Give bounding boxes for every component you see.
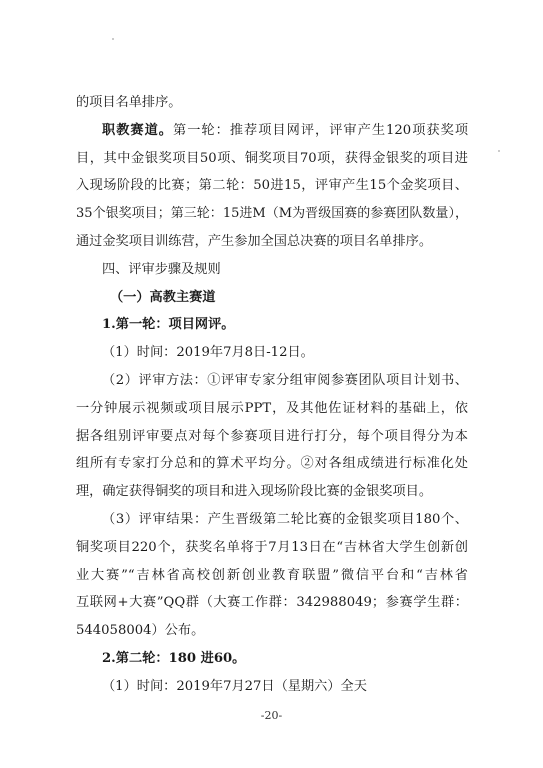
- round-heading: 1.第一轮：项目网评。: [102, 317, 235, 333]
- text-line: 通过金奖项目训练营，产生参加全国总决赛的项目名单排序。: [76, 233, 433, 249]
- text-line: 理，确定获得铜奖的项目和进入现场阶段比赛的金银奖项目。: [76, 484, 433, 500]
- text-line: （3）评审结果：产生晋级第二轮比赛的金银奖项目180个、: [102, 511, 468, 527]
- text-line: 35个银奖项目；第三轮：15进M（M为晋级国赛的参赛团队数量），: [76, 206, 468, 222]
- text-line: （1）时间：2019年7月8日-12日。: [102, 345, 314, 361]
- text-line: （2）评审方法：①评审专家分组审阅参赛团队项目计划书、: [102, 372, 468, 388]
- text-line: [76, 117, 468, 145]
- text-line: 据各组别评审要点对每个参赛项目进行打分，每个项目得分为本: [76, 428, 468, 444]
- section-heading: 四、评审步骤及规则: [102, 261, 221, 277]
- page-number: -20-: [260, 709, 283, 722]
- text-line: 的项目名单排序。: [76, 95, 182, 110]
- vocational-track-heading: 职教赛道。: [102, 122, 174, 138]
- text-line: 目，其中金银奖项目50项、铜奖项目70项，获得金银奖的项目进: [76, 150, 468, 166]
- text-line: 铜奖项目220个，获奖名单将于7月13日在“吉林省大学生创新创: [76, 539, 468, 555]
- text-line: 544058004）公布。: [76, 623, 205, 639]
- text-line: （1）时间：2019年7月27日（星期六）全天: [102, 678, 367, 694]
- text-line: 互联网+大赛”QQ群（大赛工作群：342988049；参赛学生群：: [76, 595, 468, 611]
- scan-speck: [112, 38, 114, 40]
- text-line: 一分钟展示视频或项目展示PPT，及其他佐证材料的基础上，依: [76, 400, 468, 416]
- text-line: 入现场阶段的比赛；第二轮：50进15，评审产生15个金奖项目、: [76, 178, 468, 194]
- text-line: 组所有专家打分总和的算术平均分。②对各组成绩进行标准化处: [76, 456, 468, 472]
- text-line: 业大赛”“吉林省高校创新创业教育联盟”微信平台和“吉林省: [76, 567, 468, 583]
- text-line-content: 第一轮：推荐项目网评，评审产生120项获奖项: [173, 122, 469, 138]
- scan-speck: [498, 150, 500, 152]
- body-text: [76, 89, 468, 701]
- subsection-heading: （一）高教主赛道: [110, 289, 216, 305]
- round-heading: 2.第二轮：180 进60。: [102, 650, 246, 666]
